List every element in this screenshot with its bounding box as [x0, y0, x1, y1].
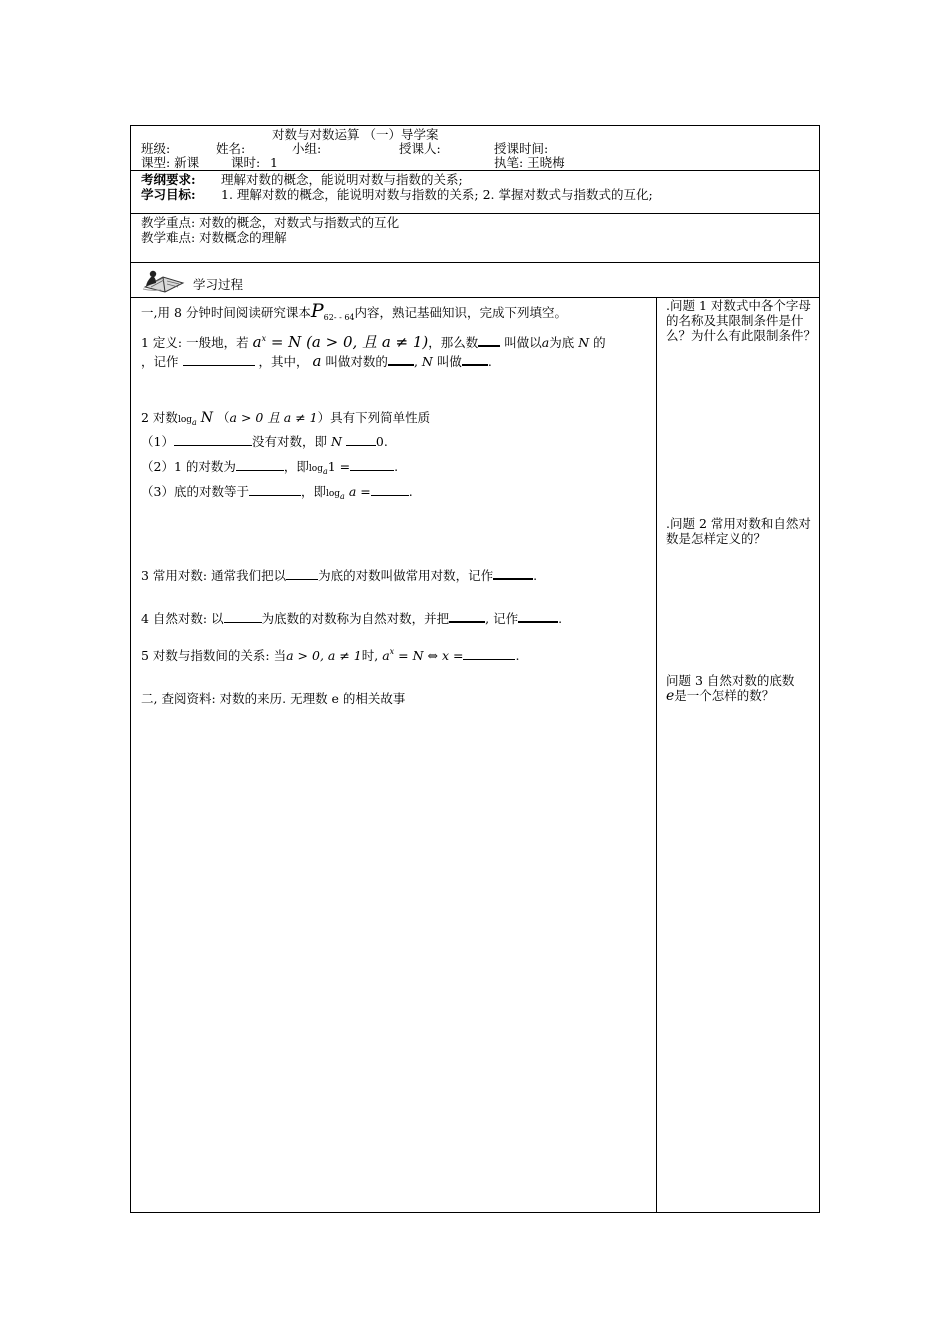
divider [131, 262, 819, 263]
property-3: （3）底的对数等于 ，即$\log_a a$ = . [141, 484, 413, 501]
answer-blank[interactable] [236, 459, 284, 471]
answer-blank[interactable] [371, 484, 409, 496]
answer-blank[interactable] [463, 648, 515, 660]
period-value: 1 [270, 155, 278, 170]
definition-line-2: ，记作 ，其中， a 叫做对数的 , N 叫做 . [141, 352, 492, 370]
relation-line: 5 对数与指数间的关系: 当a > 0, a ≠ 1时, $a^x = N$ ⇔ x = . [141, 647, 520, 663]
natural-log-line: 4 自然对数: 以 为底数的对数称为自然对数，并把 , 记作 . [141, 611, 563, 626]
definition-line: 1 定义: 一般地，若 $a^x = N$ (a > 0, 且 a ≠ 1)，那么数 叫做以a为底 N 的 [141, 333, 606, 351]
goal-text: 1. 理解对数的概念，能说明对数与指数的关系; 2. 掌握对数式与指数式的互化; [221, 187, 653, 202]
reading-instruction: 一,用 8 分钟时间阅读研究课本$P_{62- - 64}$内容，熟记基础知识，完成下列填空。 [141, 300, 568, 322]
goal-label: 学习目标: [141, 187, 196, 202]
class-label: 班级: [141, 141, 171, 156]
divider [131, 170, 819, 171]
divider [131, 213, 819, 214]
answer-blank[interactable] [174, 434, 252, 446]
answer-blank[interactable] [493, 567, 533, 580]
column-divider [656, 297, 657, 1212]
exam-text: 理解对数的概念，能说明对数与指数的关系; [221, 172, 463, 187]
answer-blank[interactable] [388, 353, 414, 366]
answer-blank[interactable] [224, 611, 262, 623]
book-reading-icon [141, 265, 187, 293]
key-point: 教学重点: 对数的概念，对数式与指数式的互化 [141, 215, 400, 230]
group-label: 小组: [292, 141, 322, 156]
name-label: 姓名: [216, 141, 246, 156]
teacher-label: 授课人: [399, 141, 441, 156]
author: 执笔: 王晓梅 [494, 155, 565, 170]
answer-blank[interactable] [249, 484, 301, 496]
process-heading: 学习过程 [193, 277, 244, 292]
answer-blank[interactable] [449, 610, 485, 623]
worksheet-table [130, 125, 820, 1213]
property-1: （1） 没有对数，即 N 0. [141, 434, 388, 449]
exam-label: 考纲要求: [141, 172, 196, 187]
answer-blank[interactable] [462, 353, 488, 366]
lesson-type: 课型: 新课 [141, 155, 200, 170]
properties-heading: 2 对数$\log_a N$ （a > 0 且 a ≠ 1）具有下列简单性质 [141, 410, 431, 427]
answer-blank[interactable] [183, 354, 255, 366]
common-log-line: 3 常用对数: 通常我们把以 为底的对数叫做常用对数，记作 . [141, 568, 538, 583]
page-title: 对数与对数运算 （一）导学案 [272, 127, 439, 142]
answer-blank[interactable] [286, 568, 318, 580]
history-task: 二, 查阅资料: 对数的来历. 无理数 e 的相关故事 [141, 691, 406, 706]
lesson-time-label: 授课时间: [494, 141, 549, 156]
question-3: 问题 3 自然对数的底数 e是一个怎样的数？ [666, 673, 795, 704]
question-1: .问题 1 对数式中各个字母的名称及其限制条件是什么？为什么有此限制条件？ [666, 298, 817, 343]
period-label: 课时: [231, 155, 261, 170]
property-2: （2）1 的对数为 ，即$\log_a1$ = . [141, 459, 399, 476]
difficulty-point: 教学难点: 对数概念的理解 [141, 230, 287, 245]
answer-blank[interactable] [350, 459, 394, 471]
answer-blank[interactable] [478, 334, 500, 347]
answer-blank[interactable] [518, 610, 558, 623]
question-2: .问题 2 常用对数和自然对数是怎样定义的？ [666, 516, 811, 546]
answer-blank[interactable] [346, 434, 376, 446]
